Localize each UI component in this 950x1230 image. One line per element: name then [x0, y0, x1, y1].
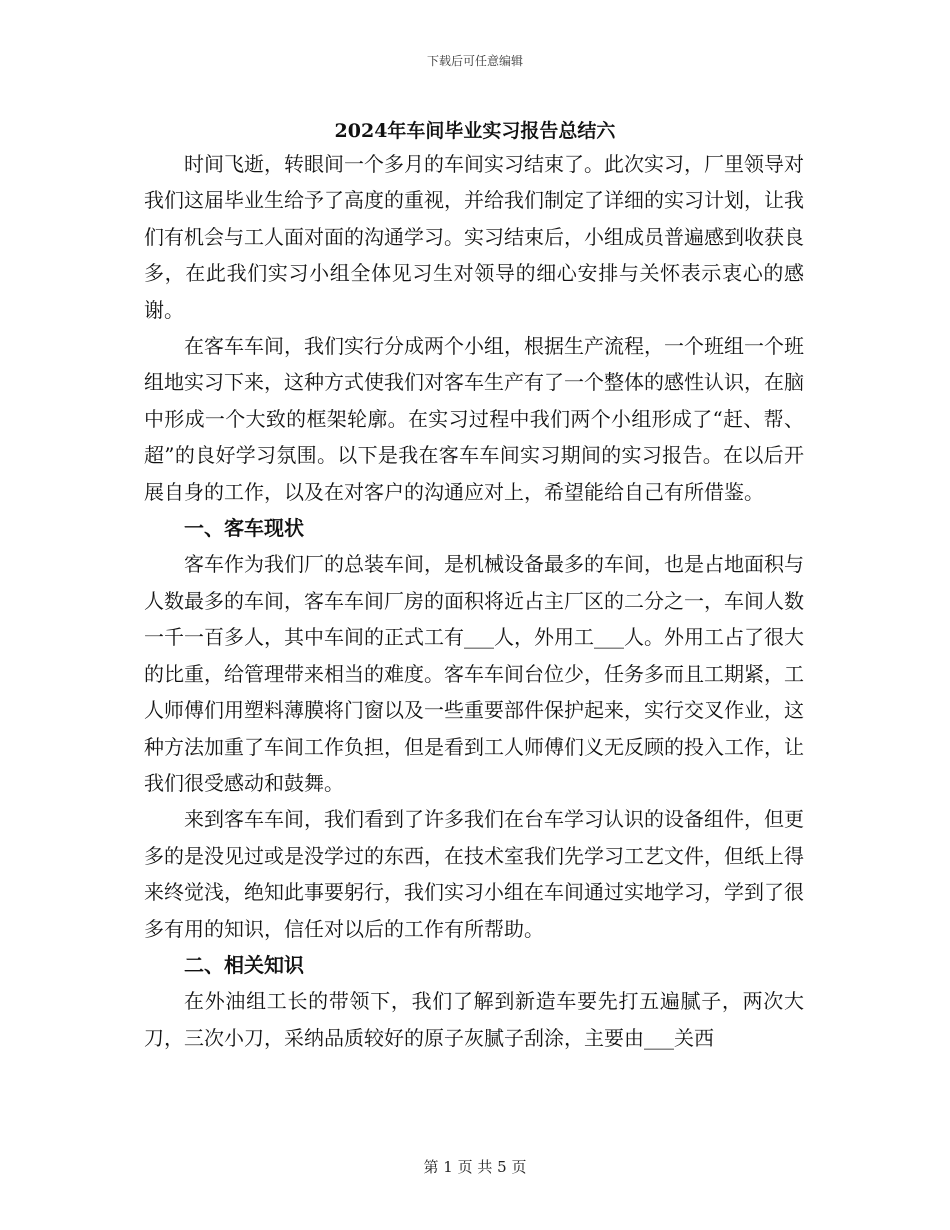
paragraph-workshop-status: 客车作为我们厂的总装车间，是机械设备最多的车间，也是占地面积与人数最多的车间，客车车间厂房的面积将近占主厂区的二分之一，车间人数一千一百多人，其中车间的正式工有___人，外用工___人。外用工占了很大的比重，给管理带来相当的难度。客车车间台位少，任务多而且工期紧，工人师傅们用塑料薄膜将门窗以及一些重要部件保护起来，实行交叉作业，这种方法加重了车间工作负担，但是看到工人师傅们义无反顾的投入工作，让我们很受感动和鼓舞。	[144, 552, 804, 795]
paragraph-learning: 来到客车车间，我们看到了许多我们在台车学习认识的设备组件，但更多的是没见过或是没学过的东西，在技术室我们先学习工艺文件，但纸上得来终觉浅，绝知此事要躬行，我们实习小组在车间通过实地学习，学到了很多有用的知识，信任对以后的工作有所帮助。	[144, 807, 804, 941]
document-body	[144, 146, 804, 1056]
paragraph-intro: 时间飞逝，转眼间一个多月的车间实习结束了。此次实习，厂里领导对我们这届毕业生给予了高度的重视，并给我们制定了详细的实习计划，让我们有机会与工人面对面的沟通学习。实习结束后，小组成员普遍感到收获良多，在此我们实习小组全体见习生对领导的细心安排与关怀表示衷心的感谢。	[144, 152, 804, 322]
page-number-footer: 第 1 页 共 5 页	[423, 1158, 527, 1176]
page-header-note: 下载后可任意编辑	[426, 54, 523, 68]
paragraph-putty-process: 在外油组工长的带领下，我们了解到新造车要先打五遍腻子，两次大刀，三次小刀，采纳品质较好的原子灰腻子刮涂，主要由___关西	[144, 989, 804, 1050]
paragraph-workshop-groups: 在客车车间，我们实行分成两个小组，根据生产流程，一个班组一个班组地实习下来，这种方式使我们对客车生产有了一个整体的感性认识，在脑中形成一个大致的框架轮廓。在实习过程中我们两个小组形成了“赶、帮、超”的良好学习氛围。以下是我在客车车间实习期间的实习报告。在以后开展自身的工作，以及在对客户的沟通应对上，希望能给自己有所借鉴。	[144, 334, 804, 504]
section-heading-status: 一、客车现状	[184, 516, 304, 541]
document-title: 2024年车间毕业实习报告总结六	[334, 120, 616, 142]
section-heading-knowledge: 二、相关知识	[184, 952, 304, 977]
